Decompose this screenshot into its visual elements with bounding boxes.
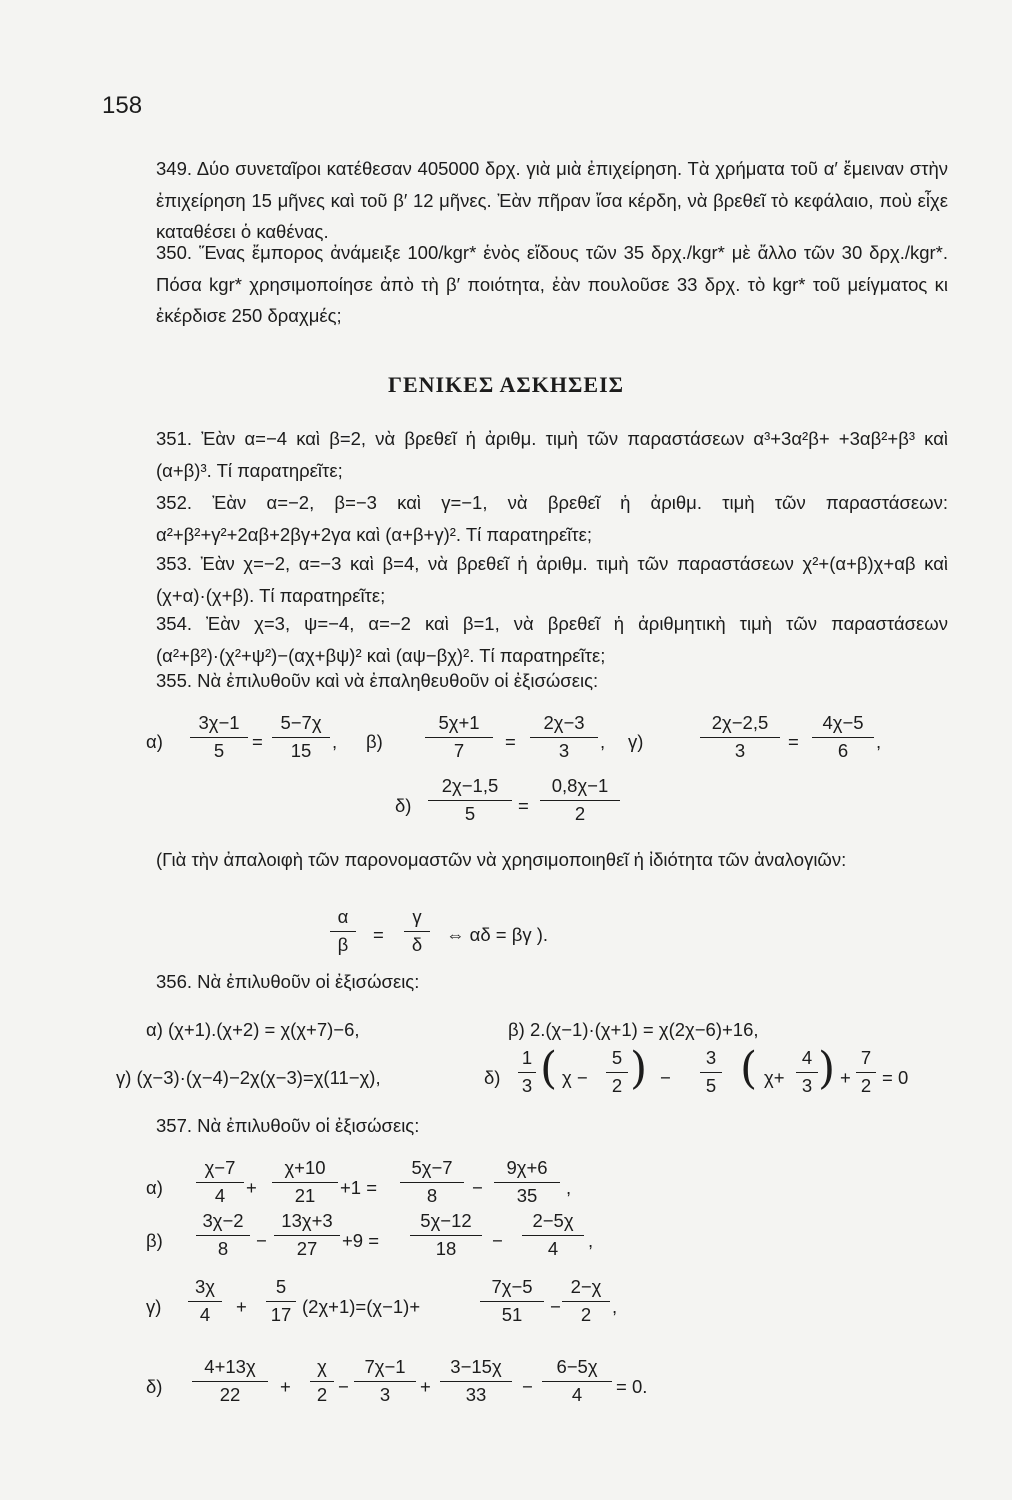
label-a: α) — [146, 1177, 163, 1198]
denominator: 3 — [734, 740, 746, 761]
problem-text: Ἐὰν χ=−2, α=−3 καὶ β=4, νὰ βρεθεῖ ἡ ἀριθμ. τιμὴ τῶν παραστάσεων χ²+(α+β)χ+αβ καὶ (χ+α)·(χ+β). Τί παρατηρεῖτε; — [156, 553, 949, 606]
equals: = — [788, 731, 799, 752]
label-d: δ) — [395, 795, 412, 816]
term: (2χ+1)=(χ−1)+ — [302, 1296, 421, 1317]
problem-text: Νὰ ἐπιλυθοῦν καὶ νὰ ἐπαληθευθοῦν οἱ ἐξισώσεις: — [197, 670, 599, 691]
numerator: 3χ−1 — [190, 712, 248, 738]
problem-357-header — [156, 1115, 419, 1137]
numerator: χ−7 — [196, 1157, 244, 1183]
denominator: 8 — [217, 1238, 229, 1259]
denominator: 18 — [435, 1238, 457, 1259]
numerator: 5 — [266, 1276, 296, 1302]
fraction — [196, 1210, 250, 1260]
label-d: δ) — [146, 1376, 163, 1397]
numerator: χ — [310, 1356, 334, 1382]
denominator: 2 — [574, 803, 586, 824]
comma: , — [588, 1230, 594, 1251]
fraction — [190, 712, 248, 762]
problem-number: 353. — [156, 553, 193, 574]
equals-zero: = 0. — [616, 1376, 648, 1397]
plus: + — [246, 1177, 257, 1198]
denominator: 3 — [801, 1075, 813, 1096]
denominator: 2 — [316, 1384, 328, 1405]
problem-text: Ἐὰν χ=3, ψ=−4, α=−2 καὶ β=1, νὰ βρεθεῖ ἡ ἀριθμητικὴ τιμὴ τῶν παραστάσεων (α²+β²)·(χ²+ψ²)−(αχ+βψ)² καὶ (αψ−βχ)². Τί παρατηρεῖτε; — [156, 613, 948, 666]
fraction — [330, 906, 356, 956]
comma: , — [332, 731, 338, 752]
plus: + — [236, 1296, 247, 1317]
equation-356-c: γ) (χ−3)·(χ−4)−2χ(χ−3)=χ(11−χ), — [116, 1067, 381, 1088]
fraction — [410, 1210, 482, 1260]
fraction — [812, 712, 874, 762]
denominator: 5 — [464, 803, 476, 824]
equals: = — [373, 924, 384, 945]
equals: = — [252, 731, 263, 752]
denominator: 3 — [379, 1384, 391, 1405]
problem-355-header — [156, 670, 598, 692]
problem-number: 352. — [156, 492, 193, 513]
comma: , — [566, 1177, 572, 1198]
problem-number: 356. — [156, 971, 193, 992]
problem-number: 354. — [156, 613, 193, 634]
problem-number: 351. — [156, 428, 193, 449]
numerator: 7χ−5 — [480, 1276, 544, 1302]
fraction — [480, 1276, 544, 1326]
right-paren: ) — [630, 1043, 648, 1094]
equation-356-a: α) (χ+1).(χ+2) = χ(χ+7)−6, — [146, 1019, 360, 1040]
page-number: 158 — [102, 92, 143, 119]
problem-text: Νὰ ἐπιλυθοῦν οἱ ἐξισώσεις: — [197, 1115, 420, 1136]
section-title: ΓΕΝΙΚΕΣ ΑΣΚΗΣΕΙΣ — [387, 372, 625, 397]
label-b: β) — [366, 731, 383, 752]
minus: − — [522, 1376, 533, 1397]
comma: , — [612, 1296, 618, 1317]
fraction — [404, 906, 430, 956]
problem-number: 357. — [156, 1115, 193, 1136]
minus: − — [492, 1230, 503, 1251]
denominator: 4 — [547, 1238, 559, 1259]
numerator: 2χ−1,5 — [428, 775, 512, 801]
fraction — [606, 1047, 628, 1097]
problem-number: 349. — [156, 158, 193, 179]
fraction — [400, 1157, 464, 1207]
problem-351 — [118, 423, 948, 486]
denominator: 6 — [837, 740, 849, 761]
problem-number: 350. — [156, 242, 193, 263]
problem-352 — [118, 487, 948, 550]
term: +9 = — [342, 1230, 380, 1251]
minus: − — [550, 1296, 561, 1317]
plus: + — [420, 1376, 431, 1397]
problem-text: Νὰ ἐπιλυθοῦν οἱ ἐξισώσεις: — [197, 971, 420, 992]
numerator: 4χ−5 — [812, 712, 874, 738]
proportion-equivalence: ⇔ αδ = βγ ). — [446, 924, 549, 945]
fraction — [542, 1356, 612, 1406]
fraction — [428, 775, 512, 825]
denominator: 3 — [558, 740, 570, 761]
equals: = — [518, 795, 529, 816]
term: χ+ — [764, 1067, 785, 1088]
fraction — [272, 1157, 338, 1207]
fraction — [494, 1157, 560, 1207]
fraction — [196, 1157, 244, 1207]
numerator: 0,8χ−1 — [540, 775, 620, 801]
minus: − — [660, 1067, 671, 1088]
numerator: 3 — [700, 1047, 722, 1073]
problem-text: Δύο συνεταῖροι κατέθεσαν 405000 δρχ. γιὰ μιὰ ἐπιχείρηση. Τὰ χρήματα τοῦ α′ ἔμειναν στὴν ἐπιχείρηση 15 μῆνες καὶ τοῦ β′ 12 μῆνες. Ἐὰν πῆραν ἴσα κέρδη, νὰ βρεθεῖ τὸ κεφάλαιο, ποὺ εἶχε καταθέσει ὁ καθένας. — [156, 158, 948, 242]
numerator: 9χ+6 — [494, 1157, 560, 1183]
numerator: 5χ−7 — [400, 1157, 464, 1183]
denominator: 5 — [705, 1075, 717, 1096]
minus: − — [256, 1230, 267, 1251]
numerator: 5χ+1 — [425, 712, 493, 738]
fraction — [274, 1210, 340, 1260]
numerator: 1 — [518, 1047, 536, 1073]
fraction — [530, 712, 598, 762]
proportion-note — [118, 844, 948, 876]
fraction — [440, 1356, 512, 1406]
minus: − — [472, 1177, 483, 1198]
denominator: 2 — [611, 1075, 623, 1096]
numerator: 2−χ — [562, 1276, 610, 1302]
note-text: (Γιὰ τὴν ἀπαλοιφὴ τῶν παρονομαστῶν νὰ χρησιμοποιηθεῖ ἡ ἰδιότητα τῶν ἀναλογιῶν: — [156, 849, 847, 870]
fraction — [310, 1356, 334, 1406]
equation-356-b: β) 2.(χ−1)·(χ+1) = χ(2χ−6)+16, — [508, 1019, 759, 1040]
numerator: 5χ−12 — [410, 1210, 482, 1236]
fraction — [700, 1047, 722, 1097]
left-paren: ( — [740, 1043, 758, 1094]
label-c: γ) — [146, 1296, 162, 1317]
numerator: 7 — [856, 1047, 876, 1073]
fraction — [188, 1276, 222, 1326]
denominator: 51 — [501, 1304, 523, 1325]
problem-353 — [118, 548, 948, 611]
fraction — [518, 1047, 536, 1097]
denominator: δ — [411, 934, 423, 955]
problem-text: Ἐὰν α=−2, β=−3 καὶ γ=−1, νὰ βρεθεῖ ἡ ἀριθμ. τιμὴ τῶν παραστάσεων: α²+β²+γ²+2αβ+2βγ+2γα καὶ (α+β+γ)². Τί παρατηρεῖτε; — [156, 492, 949, 545]
right-paren: ) — [818, 1043, 836, 1094]
denominator: 8 — [426, 1185, 438, 1206]
denominator: 15 — [290, 740, 312, 761]
numerator: 13χ+3 — [274, 1210, 340, 1236]
numerator: 6−5χ — [542, 1356, 612, 1382]
numerator: γ — [404, 906, 430, 932]
problem-354 — [118, 608, 948, 671]
numerator: 3−15χ — [440, 1356, 512, 1382]
plus: + — [840, 1067, 851, 1088]
fraction — [562, 1276, 610, 1326]
fraction — [796, 1047, 818, 1097]
fraction — [856, 1047, 876, 1097]
term: χ − — [562, 1067, 588, 1088]
denominator: 33 — [465, 1384, 487, 1405]
plus: + — [280, 1376, 291, 1397]
numerator: α — [330, 906, 356, 932]
denominator: 4 — [199, 1304, 211, 1325]
fraction — [272, 712, 330, 762]
equals: = — [505, 731, 516, 752]
denominator: 27 — [296, 1238, 318, 1259]
denominator: 2 — [580, 1304, 592, 1325]
problem-text: Ἕνας ἔμπορος ἀνάμειξε 100/kgr* ἑνὸς εἴδους τῶν 35 δρχ./kgr* μὲ ἄλλο τῶν 30 δρχ./kgr*. Πόσα kgr* χρησιμοποίησε ἀπὸ τὴ β′ ποιότητα, ἐὰν πουλοῦσε 33 δρχ. τὸ kgr* τοῦ μείγματος κι ἐκέρδισε 250 δραχμές; — [156, 242, 949, 326]
minus: − — [338, 1376, 349, 1397]
left-paren: ( — [540, 1043, 558, 1094]
problem-text: Ἐὰν α=−4 καὶ β=2, νὰ βρεθεῖ ἡ ἀριθμ. τιμὴ τῶν παραστάσεων α³+3α²β+ +3αβ²+β³ καὶ (α+β)³. Τί παρατηρεῖτε; — [156, 428, 948, 481]
problem-356-header — [156, 971, 419, 993]
comma: , — [600, 731, 606, 752]
label-a: α) — [146, 731, 163, 752]
numerator: 5 — [606, 1047, 628, 1073]
denominator: 22 — [219, 1384, 241, 1405]
problem-349 — [118, 153, 948, 248]
problem-350 — [118, 237, 948, 332]
fraction — [540, 775, 620, 825]
numerator: 2χ−3 — [530, 712, 598, 738]
fraction — [192, 1356, 268, 1406]
numerator: 4+13χ — [192, 1356, 268, 1382]
comma: , — [876, 731, 882, 752]
denominator: β — [337, 934, 349, 955]
denominator: 7 — [453, 740, 465, 761]
fraction — [522, 1210, 584, 1260]
fraction — [354, 1356, 416, 1406]
label-c: γ) — [628, 731, 644, 752]
problem-number: 355. — [156, 670, 193, 691]
numerator: 4 — [796, 1047, 818, 1073]
denominator: 4 — [214, 1185, 226, 1206]
label-b: β) — [146, 1230, 163, 1251]
numerator: 2−5χ — [522, 1210, 584, 1236]
numerator: χ+10 — [272, 1157, 338, 1183]
fraction — [700, 712, 780, 762]
numerator: 7χ−1 — [354, 1356, 416, 1382]
numerator: 3χ−2 — [196, 1210, 250, 1236]
fraction — [425, 712, 493, 762]
term: +1 = — [340, 1177, 378, 1198]
denominator: 5 — [213, 740, 225, 761]
denominator: 21 — [294, 1185, 316, 1206]
denominator: 17 — [270, 1304, 292, 1325]
label-d: δ) — [484, 1067, 501, 1088]
fraction — [266, 1276, 296, 1326]
numerator: 2χ−2,5 — [700, 712, 780, 738]
denominator: 3 — [521, 1075, 533, 1096]
denominator: 4 — [571, 1384, 583, 1405]
denominator: 35 — [516, 1185, 538, 1206]
denominator: 2 — [860, 1075, 872, 1096]
numerator: 5−7χ — [272, 712, 330, 738]
numerator: 3χ — [188, 1276, 222, 1302]
equals-zero: = 0 — [882, 1067, 909, 1088]
